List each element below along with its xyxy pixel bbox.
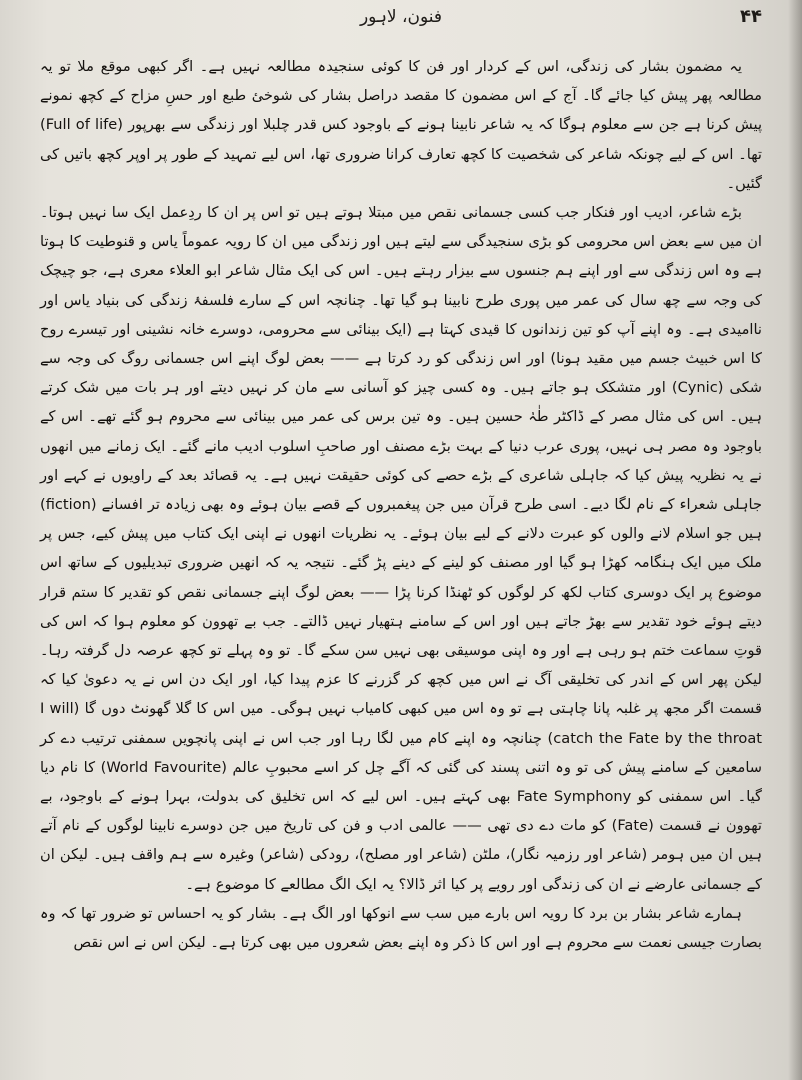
paragraph-3: ہمارے شاعر بشار بن برد کا رویہ اس بارے میں سب سے انوکھا اور الگ ہے۔ بشار کو یہ احساس تو ضرور تھا کہ وہ بصارت جیسی نعمت سے محروم ہے اور اس کا ذکر وہ اپنے بعض شعروں میں بھی کرتا ہے۔ لیکن اس نے اس نقص bbox=[40, 904, 762, 952]
paragraph-2: بڑے شاعر، ادیب اور فنکار جب کسی جسمانی نقص میں مبتلا ہوتے ہیں تو اس پر ان کا ردِعمل ایک سا نہیں ہوتا۔ ان میں سے بعض اس محرومی کو بڑی سنجیدگی سے لیتے ہیں اور زندگی میں ان کا رویہ عموماً یاس و قنوطیت کا ہوتا ہے وہ اس زندگی سے اور اپنے ہم جنسوں سے بیزار رہتے ہیں۔ اس کی ایک مثال شاعر ابو العلاء معری ہے، جو چیچک کی وجہ سے چھ سال کی عمر میں پوری طرح نابینا ہو گیا تھا۔ چنانچہ اس کے سارے فلسفۂ زندگی کی بنیاد یاس اور ناامیدی ہے۔ وہ اپنے آپ کو تین زندانوں کا قیدی کہتا ہے (ایک بینائی سے محرومی، دوسرے خانہ نشینی اور تیسرے روح کا اس خبیث جسم میں مقید ہونا) اور اس زندگی کو رد کرتا ہے —— بعض لوگ اپنے اس جسمانی روگ کی وجہ سے شکی (Cynic) اور متشکک ہو جاتے ہیں۔ وہ کسی چیز کو آسانی سے مان کر نہیں دیتے اور ہر بات میں شک کرتے ہیں۔ اس کی مثال مصر کے ڈاکٹر طٰہٰ حسین ہیں۔ وہ تین برس کی عمر میں بینائی سے محروم ہو گئے تھے۔ اس کے باوجود وہ مصر ہی نہیں، پوری عرب دنیا کے بہت بڑے مصنف اور صاحبِ اسلوب ادیب مانے گئے۔ ایک زمانے میں انھوں نے یہ نظریہ پیش کیا کہ جاہلی شاعری کے بڑے حصے کی کوئی حقیقت نہیں ہے۔ یہ قصائد بعد کے راویوں نے کہے اور جاہلی شعراء کے نام لگا دیے۔ اسی طرح قرآن میں جن پیغمبروں کے قصے بیان ہوئے وہ بھی زیادہ تر افسانے (fiction) ہیں جو اسلام لانے والوں کو عبرت دلانے کے لیے بیان ہوئے۔ یہ نظریات انھوں نے اپنی ایک کتاب میں پیش کیے، جس پر ملک میں ایک ہنگامہ کھڑا ہو گیا اور مصنف کو لینے کے دینے پڑ گئے۔ نتیجہ یہ کہ انھیں ضروری تبدیلیوں کے ساتھ اس موضوع پر ایک دوسری کتاب لکھ کر لوگوں کو ٹھنڈا کرنا پڑا —— بعض لوگ اپنے جسمانی نقص کو تقدیر کا ستم قرار دیتے ہوئے خود تقدیر سے بھڑ جاتے ہیں اور اس کے سامنے ہتھیار نہیں ڈالتے۔ جب بے تھوون کو معلوم ہوا کہ اس کی قوتِ سماعت ختم ہو رہی ہے اور وہ اپنی موسیقی بھی نہیں سن سکے گا۔ تو وہ پہلے تو کچھ عرصہ دل گرفتہ رہا۔ لیکن پھر اس کے اندر کی تخلیقی آگ نے اس میں کچھ کر گزرنے کا عزم پیدا کیا، اور ایک دن اس نے یہ دعویٰ کیا کہ قسمت اگر مجھ پر غلبہ پانا چاہتی ہے تو وہ اس میں کبھی کامیاب نہیں ہوگی۔ میں اس کا گلا گھونٹ دوں گا (I will catch the Fate by the throat) چنانچہ وہ اپنے کام میں لگا رہا اور جب اس نے اپنی پانچویں سمفنی ترتیب دے کر سامعین کے سامنے پیش کی تو وہ اتنی پسند کی گئی کہ آگے چل کر اسے محبوبِ عالم (World Favourite) کا نام دیا گیا۔ اس سمفنی کو Fate Symphony بھی کہتے ہیں۔ اس لیے کہ اس تخلیق کی بدولت، بہرا ہونے کے باوجود، بے تھوون نے قسمت (Fate) کو مات دے دی تھی —— عالمی ادب و فن کی تاریخ میں جن دوسرے نابینا لوگوں کے نام آتے ہیں ان میں ہومر (شاعر اور رزمیہ نگار)، ملٹن (شاعر اور مصلح)، رودکی (شاعر) وغیرہ سے ہم واقف ہیں۔ لیکن ان کے جسمانی عارضے نے ان کی زندگی اور رویے پر کیا اثر ڈالا؟ یہ ایک الگ مطالعے کا موضوع ہے۔ bbox=[40, 204, 762, 893]
page-number: ۴۴ bbox=[740, 6, 762, 27]
page-header bbox=[0, 6, 802, 36]
page-body bbox=[40, 52, 762, 1072]
running-head: فنون، لاہور bbox=[359, 7, 443, 27]
paragraph-1: یہ مضمون بشار کی زندگی، اس کے کردار اور فن کا کوئی سنجیدہ مطالعہ نہیں ہے۔ اگر کبھی موقع ملا تو یہ مطالعہ پھر پیش کیا جائے گا۔ آج کے اس مضمون کا مقصد دراصل بشار کی شوخیٔ طبع اور حسِ مزاح کے کچھ نمونے پیش کرنا ہے جن سے معلوم ہوگا کہ یہ شاعر نابینا ہونے کے باوجود کس قدر چلبلا اور زندگی سے بھرپور (Full of life) تھا۔ اس کے لیے چونکہ شاعر کی شخصیت کا کچھ تعارف کرانا ضروری تھا، اس لیے تمہید کے طور پر اوپر کچھ باتیں کی گئیں۔ bbox=[40, 58, 763, 192]
